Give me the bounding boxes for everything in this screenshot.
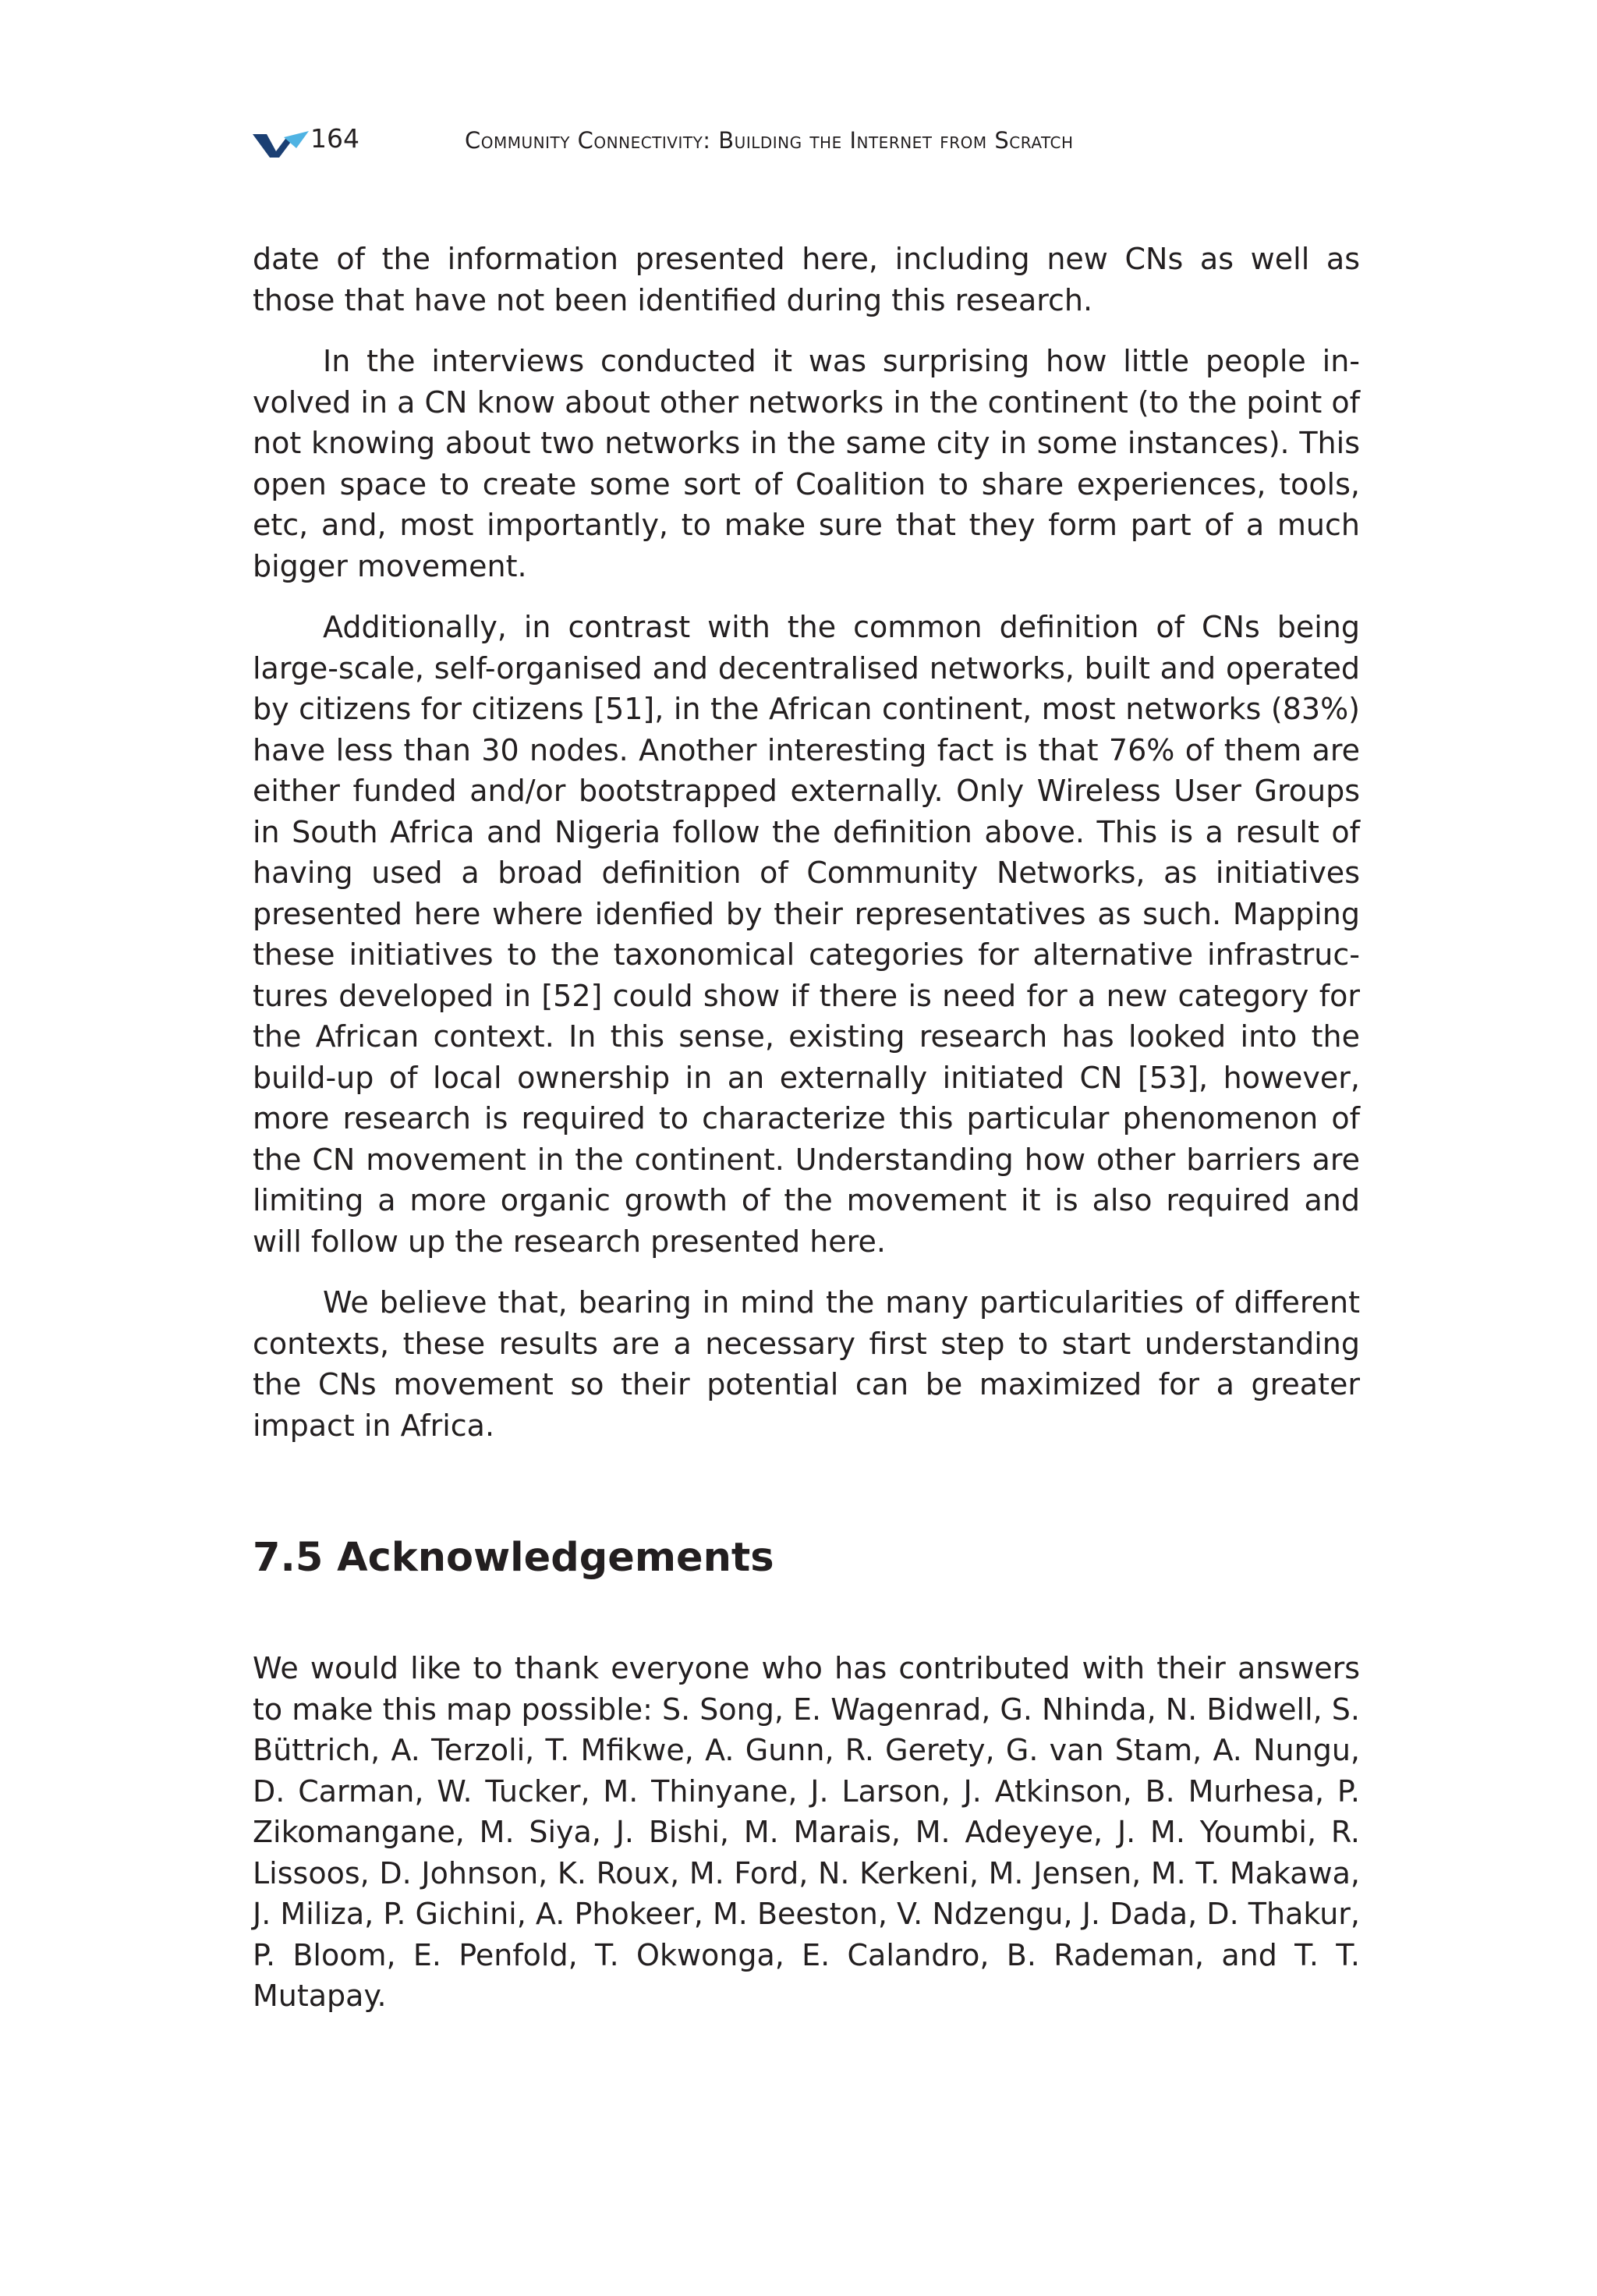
page-header xyxy=(253,122,1363,161)
publisher-logo-icon xyxy=(253,131,309,158)
paragraph-continuation: date of the information presented here, including new CNs as well as those that have not been identified during this research. xyxy=(253,242,1360,317)
section-heading: 7.5 Acknowledgements xyxy=(253,1535,774,1581)
page-number: 164 xyxy=(310,123,359,154)
acknowledgements-paragraph: We would like to thank everyone who has contributed with their answers to make this map possible: S. Song, E. Wagenrad, G. Nhinda, N. Bidwell, S. Büttrich, A. Terzoli, T. Mfikwe, A. Gunn, R. Gerety, G. van Stam, A. Nungu, D. Carman, W. Tucker, M. Thinyane, J. Larson, J. Atkinson, B. Murhesa, P. Zikomangane, M. Siya, J. Bishi, M. Marais, M. Adeyeye, J. M. Youmbi, R. Lissoos, D. Johnson, K. Roux, M. Ford, N. Kerkeni, M. Jensen, M. T. Makawa, J. Miliza, P. Gichini, A. Phokeer, M. Beeston, V. Ndzengu, J. Dada, D. Thakur, P. Bloom, E. Penfold, T. Okwonga, E. Calandro, B. Rademan, and T. T. Mutapay. xyxy=(253,1651,1360,2013)
paragraph-additionally: Additionally, in contrast with the common definition of CNs being large-scale, self-organised and decentralised networks, built and operated by citizens for citizens [51], in the African continent, most networks (83%) have less than 30 nodes. Another interesting fact is that 76% of them are either funded and/or bootstrapped externally. Only Wireless User Groups in South Africa and Nigeria follow the definition above. This is a result of having used a broad definition of Community Networks, as initiatives presented here where idenfied by their representatives as such. Mapping these initiatives to the taxonomical categories for alternative infrastructures developed in [52] could show if there is need for a new category for the African context. In this sense, existing research has looked into the build-up of local ownership in an externally initiated CN [53], however, more research is required to characterize this particular phenomenon of the CN movement in the continent. Understanding how other barriers are limiting a more organic growth of the movement it is also required and will follow up the research presented here. xyxy=(253,610,1360,1259)
running-title: Community Connectivity: Building the Internet from Scratch xyxy=(465,127,1074,154)
acknowledgements-body xyxy=(253,1648,1360,2017)
body-text xyxy=(253,239,1360,1466)
paragraph-interviews: In the interviews conducted it was surprising how little people involved in a CN know about other networks in the continent (to the point of not knowing about two networks in the same city in some instances). This open space to create some sort of Coalition to share experiences, tools, etc, and, most importantly, to make sure that they form part of a much bigger movement. xyxy=(253,344,1360,583)
paragraph-conclusion: We believe that, bearing in mind the many particularities of different contexts, these results are a necessary first step to start understanding the CNs movement so their potential can be maximized for a greater impact in Africa. xyxy=(253,1285,1360,1443)
